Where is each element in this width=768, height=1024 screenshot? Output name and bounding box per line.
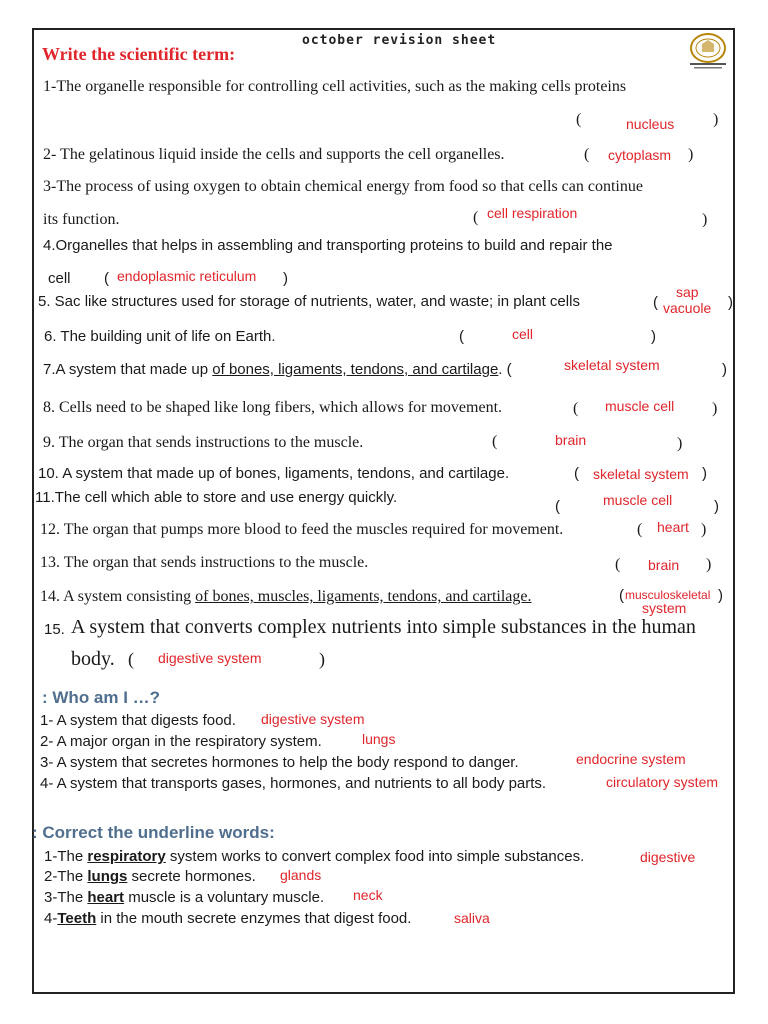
underlined-phrase: of bones, ligaments, tendons, and cartilage (212, 361, 499, 378)
correct-answer-2: glands (280, 867, 322, 883)
answer-1: nucleus (626, 116, 675, 132)
paren-close: ) (722, 361, 727, 378)
paren-close: ) (706, 556, 712, 573)
question-14: 14. A system consisting of bones, muscles, ligaments, tendons, and cartilage. (40, 588, 532, 605)
answer-8: muscle cell (605, 398, 675, 414)
correct-item-2: 2-The lungs secrete hormones. (44, 868, 256, 885)
question-3: 3-The process of using oxygen to obtain chemical energy from food so that cells can continue (43, 178, 643, 195)
section-heading-who-am-i: : Who am I …? (42, 688, 161, 707)
answer-14a: musculoskeletal (625, 588, 711, 602)
paren-close: ) (701, 521, 707, 538)
paren-close: ) (677, 435, 683, 452)
question-5: 5. Sac like structures used for storage of nutrients, water, and waste; in plant cells (38, 293, 580, 310)
answer-15: digestive system (158, 650, 262, 666)
correct-answer-4: saliva (454, 910, 490, 926)
paren-close: ) (702, 211, 708, 228)
who-item-3: 3- A system that secretes hormones to help the body respond to danger. (40, 754, 519, 771)
underlined-word: Teeth (57, 910, 97, 927)
sheet-title: october revision sheet (302, 33, 497, 48)
question-1: 1-The organelle responsible for controlling cell activities, such as the making cells proteins (43, 78, 627, 95)
who-answer-3: endocrine system (576, 751, 686, 767)
question-7: 7.A system that made up of bones, ligaments, tendons, and cartilage. ( (43, 361, 512, 378)
answer-10: skeletal system (593, 466, 689, 482)
question-6: 6. The building unit of life on Earth. (44, 328, 276, 345)
answer-14b: system (642, 600, 687, 616)
underlined-word: lungs (87, 868, 128, 885)
section-heading-correct-underline: : Correct the underline words: (32, 823, 275, 842)
paren-close: ) (728, 294, 733, 311)
underlined-phrase: of bones, muscles, ligaments, tendons, and cartilage. (195, 588, 532, 605)
paren-close: ) (702, 465, 707, 482)
question-4-cont: cell (48, 270, 71, 287)
answer-5a: sap (676, 284, 699, 300)
who-item-1: 1- A system that digests food. (40, 712, 236, 729)
correct-answer-3: neck (353, 887, 383, 903)
who-answer-4: circulatory system (606, 774, 719, 790)
answer-3: cell respiration (487, 205, 578, 221)
who-item-2: 2- A major organ in the respiratory system. (40, 733, 322, 750)
paren-close: ) (283, 270, 288, 287)
correct-item-3: 3-The heart muscle is a voluntary muscle. (44, 889, 325, 906)
paren-open: ( (574, 465, 579, 482)
paren-open: ( (619, 587, 624, 604)
underlined-word: heart (87, 889, 125, 906)
paren-close: ) (319, 649, 325, 669)
question-2: 2- The gelatinous liquid inside the cells and supports the cell organelles. (43, 146, 505, 163)
paren-open: ( (576, 111, 582, 128)
paren-close: ) (713, 111, 719, 128)
answer-11: muscle cell (603, 492, 673, 508)
paren-close: ) (718, 587, 723, 604)
answer-9: brain (555, 432, 587, 448)
paren-open: ( (473, 209, 479, 226)
question-15-number: 15. (44, 621, 65, 638)
question-15: A system that converts complex nutrients into simple substances in the human (71, 616, 696, 638)
answer-12: heart (657, 519, 689, 535)
paren-open: ( (128, 649, 134, 669)
question-15-cont: body. (71, 648, 115, 670)
question-13: 13. The organ that sends instructions to the muscle. (40, 554, 369, 571)
question-9: 9. The organ that sends instructions to the muscle. (43, 434, 364, 451)
correct-answer-1: digestive (640, 849, 696, 865)
paren-open: ( (615, 556, 621, 573)
answer-13: brain (648, 557, 680, 573)
answer-2: cytoplasm (608, 147, 672, 163)
question-8: 8. Cells need to be shaped like long fibers, which allows for movement. (43, 399, 503, 416)
answer-6: cell (512, 326, 534, 342)
paren-open: ( (459, 328, 464, 345)
question-4: 4.Organelles that helps in assembling and transporting proteins to build and repair the (43, 237, 613, 254)
paren-close: ) (712, 400, 718, 417)
correct-item-1: 1-The respiratory system works to convert complex food into simple substances. (44, 848, 585, 865)
answer-5b: vacuole (663, 300, 712, 316)
paren-close: ) (714, 498, 719, 515)
section-heading-scientific-term: Write the scientific term: (42, 44, 236, 64)
underlined-word: respiratory (87, 848, 166, 865)
question-3-cont: its function. (43, 211, 120, 228)
question-12: 12. The organ that pumps more blood to feed the muscles required for movement. (40, 521, 564, 538)
paren-open: ( (573, 400, 579, 417)
paren-close: ) (651, 328, 656, 345)
answer-7: skeletal system (564, 357, 660, 373)
paren-open: ( (104, 270, 109, 287)
who-answer-1: digestive system (261, 711, 365, 727)
paren-open: ( (637, 521, 643, 538)
question-11: 11.The cell which able to store and use energy quickly. (35, 489, 398, 506)
who-answer-2: lungs (362, 731, 396, 747)
correct-item-4: 4-Teeth in the mouth secrete enzymes that digest food. (44, 910, 412, 927)
paren-open: ( (653, 294, 658, 311)
paren-open: ( (492, 433, 498, 450)
paren-close: ) (688, 146, 694, 163)
who-item-4: 4- A system that transports gases, hormones, and nutrients to all body parts. (40, 775, 547, 792)
ministry-seal-icon (684, 32, 732, 70)
paren-open: ( (584, 146, 590, 163)
paren-open: ( (555, 498, 560, 515)
question-10: 10. A system that made up of bones, ligaments, tendons, and cartilage. (38, 465, 510, 482)
answer-4: endoplasmic reticulum (117, 268, 257, 284)
